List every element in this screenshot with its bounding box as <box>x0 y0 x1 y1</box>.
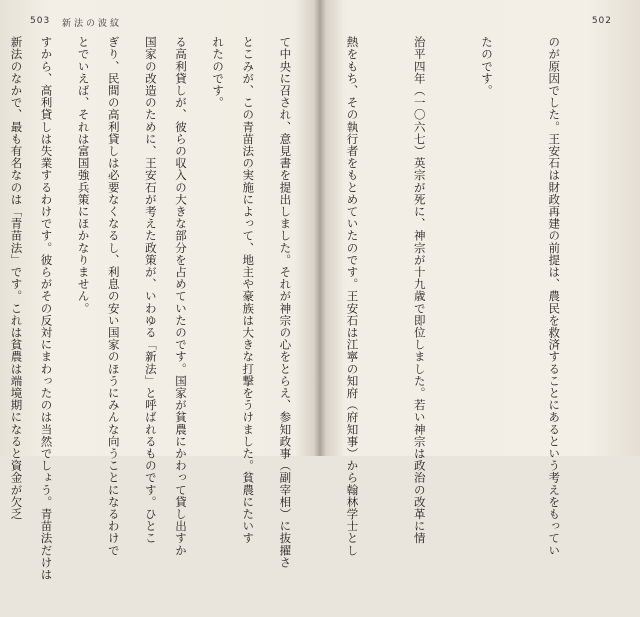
running-title: 新法の波紋 <box>62 19 123 29</box>
text-line: とでいえば、それは富国強兵策にほかなりません。 <box>76 36 91 315</box>
text-line: ぎり、民間の高利貸しは必要なくなるし、利息の安い国家のほうにみんな向うことになるわけで <box>106 36 121 557</box>
text-line: て中央に召され、意見書を提出しました。それが神宗の心をとらえ、参知政事（副宰相）に抜擢さ <box>278 36 293 569</box>
text-line: 熱をもち、その執行者をもとめていたのです。王安石は江寧の知府（府知事）から翰林学士とし <box>345 36 360 557</box>
text-line: すから、高利貸しは失業するわけです。彼らがその反対にまわったのは当然でしょう。青苗法だけは <box>39 36 54 581</box>
left-page-number: 503 <box>30 16 51 26</box>
text-line: とこみが、この青苗法の実施によって、地主や豪族は大きな打撃をうけました。貧農にたいす <box>241 36 256 545</box>
text-line: れたのです。 <box>211 36 226 109</box>
text-line: のが原因でした。王安石は財政再建の前提は、農民を救済することにあるという考えをもってい <box>547 36 562 557</box>
text-line: たのです。 <box>479 36 494 97</box>
text-line: 国家の改造のために、王安石が考えた政策が、いわゆる「新法」と呼ばれるものです。ひとこ <box>143 36 158 545</box>
right-page-number: 502 <box>591 16 612 26</box>
text-line: る高利貸しが、彼らの収入の大きな部分を占めていたのです。国家が貧農にかわって貸し出すか <box>173 36 188 557</box>
text-line: 治平四年（一〇六七）英宗が死に、神宗が十九歳で即位しました。若い神宗は政治の改革に情 <box>412 36 427 545</box>
text-line: 新法のなかで、最も有名なのは「青苗法」です。これは貧農は端境期になると資金が欠乏 <box>9 36 24 520</box>
